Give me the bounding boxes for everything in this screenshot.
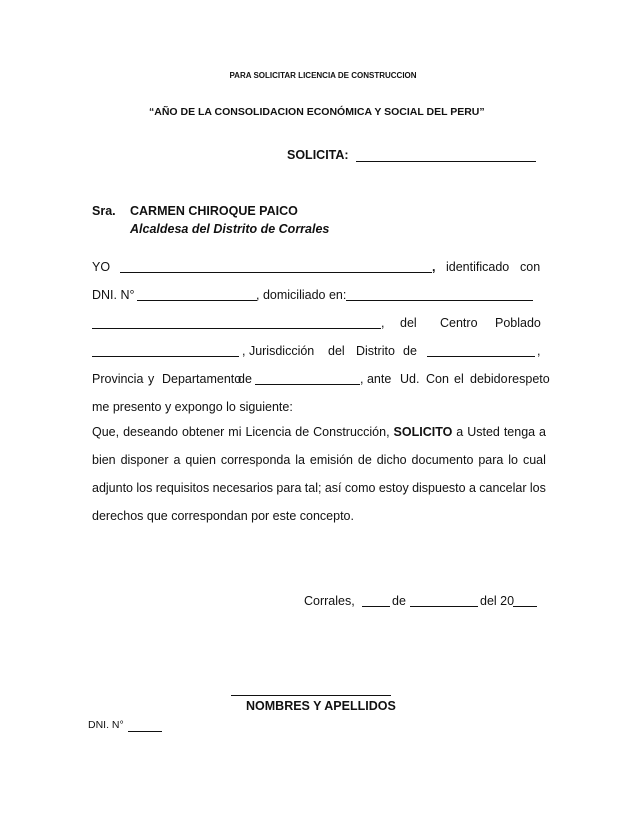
word: estoy <box>378 481 409 495</box>
provincia-blank <box>255 384 360 385</box>
solicita-label: SOLICITA: <box>287 148 349 162</box>
con-word: con <box>520 260 541 274</box>
word: necesarios <box>212 481 274 495</box>
word: quien <box>185 453 216 467</box>
word: Usted <box>467 425 500 439</box>
word: cual <box>522 453 546 467</box>
word: los <box>136 481 153 495</box>
ante-word: , ante <box>360 372 392 386</box>
word: dicho <box>376 453 407 467</box>
word: para <box>478 453 504 467</box>
word: mi <box>228 425 242 439</box>
poblado-word: Poblado <box>495 316 541 330</box>
solicito-word: SOLICITO <box>393 425 453 439</box>
word: dispuesto <box>412 481 466 495</box>
year-motto: “AÑO DE LA CONSOLIDACION ECONÓMICA Y SOCIAL DEL PERU” <box>149 106 485 118</box>
date-place: Corrales, <box>304 594 355 608</box>
word: disponer <box>120 453 169 467</box>
day-blank <box>362 606 390 607</box>
body-line: derechos que correspondan por este concepto. <box>92 509 354 523</box>
word: tenga <box>503 425 536 439</box>
del-word: del <box>400 316 417 330</box>
body-line <box>92 453 546 467</box>
el-word: el <box>454 372 464 386</box>
word: bien <box>92 453 116 467</box>
distrito-blank <box>427 356 535 357</box>
word: lo <box>508 453 519 467</box>
address-blank <box>346 300 533 301</box>
word: Licencia <box>245 425 292 439</box>
year-blank <box>513 606 537 607</box>
word: Que, <box>92 425 120 439</box>
de-word: de <box>238 372 252 386</box>
de-word: de <box>403 344 417 358</box>
del-word: del <box>328 344 345 358</box>
word: para <box>276 481 302 495</box>
document-title: PARA SOLICITAR LICENCIA DE CONSTRUCCION <box>229 71 417 80</box>
comma: , <box>537 344 541 358</box>
y-word: y <box>148 372 155 386</box>
word: como <box>344 481 376 495</box>
provincia-word: Provincia <box>92 372 144 386</box>
date-del: del 20 <box>480 594 515 608</box>
body-line: me presento y expongo lo siguiente: <box>92 400 293 414</box>
month-blank <box>410 606 478 607</box>
solicita-blank <box>356 161 536 162</box>
identificado-word: identificado <box>446 260 510 274</box>
yo-label: YO <box>92 260 111 274</box>
word: documento <box>411 453 474 467</box>
centro-word: Centro <box>440 316 478 330</box>
word: obtener <box>181 425 225 439</box>
word: de <box>295 425 310 439</box>
word: de <box>357 453 372 467</box>
addressee-name: CARMEN CHIROQUE PAICO <box>130 204 298 218</box>
body-line <box>92 425 546 439</box>
word: a <box>468 481 476 495</box>
con-word: Con <box>426 372 449 386</box>
word: así <box>324 481 342 495</box>
departamento-word: Departamento <box>162 372 242 386</box>
distrito-word: Distrito <box>356 344 395 358</box>
word: Construcción, <box>313 425 390 439</box>
word: deseando <box>123 425 178 439</box>
word: corresponda <box>220 453 291 467</box>
word: requisitos <box>155 481 210 495</box>
dni-signature-blank <box>128 731 162 732</box>
centro-poblado-blank <box>92 356 239 357</box>
date-de: de <box>392 594 406 608</box>
comma: , <box>432 260 436 274</box>
jurisdiccion-word: , Jurisdicción <box>242 344 315 358</box>
respeto-word: respeto <box>508 372 550 386</box>
debido-word: debido <box>470 372 508 386</box>
ud-word: Ud. <box>400 372 420 386</box>
word: cancelar <box>479 481 527 495</box>
word: los <box>529 481 546 495</box>
name-blank <box>120 272 432 273</box>
word: a <box>173 453 181 467</box>
dni-label: DNI. N° <box>92 288 135 302</box>
addressee-position: Alcaldesa del Distrito de Corrales <box>130 222 330 236</box>
word: adjunto <box>92 481 134 495</box>
word: la <box>295 453 305 467</box>
dni-signature-label: DNI. N° <box>88 719 124 731</box>
word: tal; <box>304 481 322 495</box>
domiciliado-label: , domiciliado en: <box>256 288 347 302</box>
name-label: NOMBRES Y APELLIDOS <box>246 699 396 713</box>
word: a <box>539 425 546 439</box>
signature-line <box>231 695 391 696</box>
body-line <box>92 481 546 495</box>
comma: , <box>381 316 385 330</box>
address-blank-continued <box>92 328 381 329</box>
dni-blank <box>137 300 257 301</box>
addressee-prefix: Sra. <box>92 204 116 218</box>
word: emisión <box>309 453 353 467</box>
word: a <box>456 425 464 439</box>
